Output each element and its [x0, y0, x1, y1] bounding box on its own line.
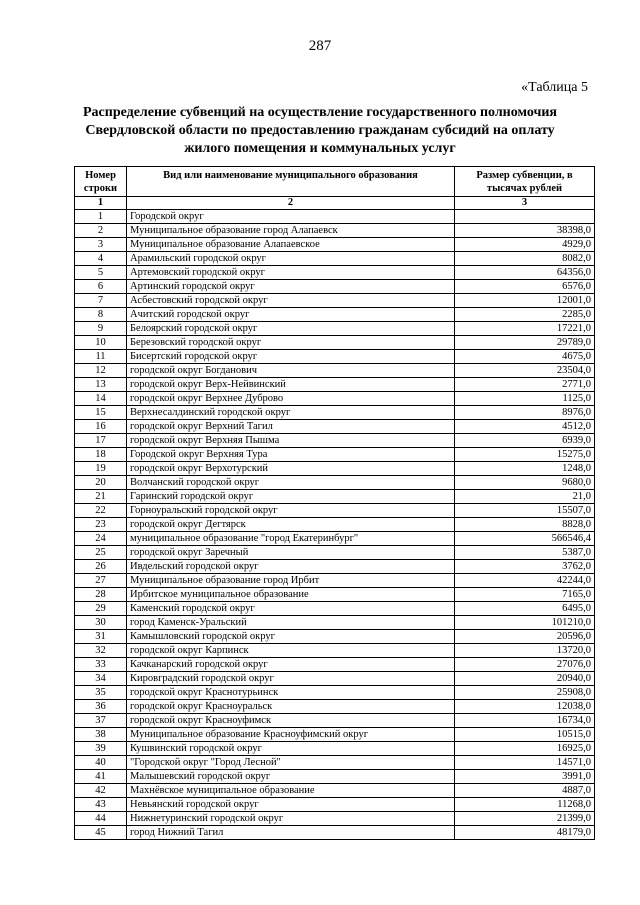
row-number: 40 — [75, 756, 127, 770]
row-number: 1 — [75, 210, 127, 224]
municipality-name: Качканарский городской округ — [127, 658, 455, 672]
subvention-amount: 4929,0 — [455, 238, 595, 252]
row-number: 21 — [75, 490, 127, 504]
subvention-amount: 1125,0 — [455, 392, 595, 406]
subvention-amount: 27076,0 — [455, 658, 595, 672]
municipality-name: город Каменск-Уральский — [127, 616, 455, 630]
table-row — [75, 742, 595, 756]
municipality-name: городской округ Красноуральск — [127, 700, 455, 714]
subvention-amount: 48179,0 — [455, 826, 595, 840]
municipality-name: городской округ Заречный — [127, 546, 455, 560]
subvention-amount: 6939,0 — [455, 434, 595, 448]
table-row — [75, 350, 595, 364]
row-number: 30 — [75, 616, 127, 630]
table-row — [75, 756, 595, 770]
row-number: 7 — [75, 294, 127, 308]
subvention-amount: 1248,0 — [455, 462, 595, 476]
row-number: 6 — [75, 280, 127, 294]
table-row — [75, 238, 595, 252]
table-row — [75, 504, 595, 518]
row-number: 18 — [75, 448, 127, 462]
municipality-name: Невьянский городской округ — [127, 798, 455, 812]
row-number: 22 — [75, 504, 127, 518]
subvention-amount: 8828,0 — [455, 518, 595, 532]
table-row — [75, 714, 595, 728]
municipality-name: Белоярский городской округ — [127, 322, 455, 336]
municipality-name: Бисертский городской округ — [127, 350, 455, 364]
table-row — [75, 322, 595, 336]
table-row — [75, 490, 595, 504]
municipality-name: городской округ Краснотурьинск — [127, 686, 455, 700]
municipality-name: Нижнетуринский городской округ — [127, 812, 455, 826]
subvention-amount: 12038,0 — [455, 700, 595, 714]
municipality-name: городской округ Карпинск — [127, 644, 455, 658]
row-number: 15 — [75, 406, 127, 420]
municipality-name: Ирбитское муниципальное образование — [127, 588, 455, 602]
municipality-name: "Городской округ "Город Лесной" — [127, 756, 455, 770]
subvention-amount: 7165,0 — [455, 588, 595, 602]
header-row-number: Номер строки — [75, 167, 127, 197]
table-row — [75, 574, 595, 588]
subvention-amount: 5387,0 — [455, 546, 595, 560]
row-number: 39 — [75, 742, 127, 756]
row-number: 12 — [75, 364, 127, 378]
table-row — [75, 686, 595, 700]
row-number: 8 — [75, 308, 127, 322]
row-number: 10 — [75, 336, 127, 350]
row-number: 5 — [75, 266, 127, 280]
table-row — [75, 266, 595, 280]
municipality-name: Каменский городской округ — [127, 602, 455, 616]
municipality-name: Гаринский городской округ — [127, 490, 455, 504]
table-row — [75, 672, 595, 686]
row-number: 34 — [75, 672, 127, 686]
row-number: 43 — [75, 798, 127, 812]
subvention-amount: 20596,0 — [455, 630, 595, 644]
table-row — [75, 602, 595, 616]
row-number: 17 — [75, 434, 127, 448]
table-row — [75, 434, 595, 448]
municipality-name: городской округ Красноуфимск — [127, 714, 455, 728]
subvention-amount: 4887,0 — [455, 784, 595, 798]
row-number: 45 — [75, 826, 127, 840]
table-row — [75, 560, 595, 574]
table-row — [75, 644, 595, 658]
column-index: 3 — [455, 197, 595, 210]
table-row — [75, 476, 595, 490]
row-number: 11 — [75, 350, 127, 364]
table-row — [75, 420, 595, 434]
subvention-amount: 4675,0 — [455, 350, 595, 364]
table-row — [75, 630, 595, 644]
municipality-name: городской округ Верхнее Дуброво — [127, 392, 455, 406]
subvention-amount: 2285,0 — [455, 308, 595, 322]
subvention-amount: 3762,0 — [455, 560, 595, 574]
table-row — [75, 280, 595, 294]
municipality-name: город Нижний Тагил — [127, 826, 455, 840]
municipality-name: Городской округ — [127, 210, 455, 224]
header-municipality: Вид или наименование муниципального образования — [127, 167, 455, 197]
subvention-amount: 10515,0 — [455, 728, 595, 742]
subvention-amount: 3991,0 — [455, 770, 595, 784]
subvention-amount: 38398,0 — [455, 224, 595, 238]
municipality-name: Муниципальное образование Красноуфимский округ — [127, 728, 455, 742]
table-row — [75, 462, 595, 476]
table-row — [75, 728, 595, 742]
table-row — [75, 588, 595, 602]
municipality-name: Горноуральский городской округ — [127, 504, 455, 518]
municipality-name: городской округ Верхний Тагил — [127, 420, 455, 434]
row-number: 42 — [75, 784, 127, 798]
row-number: 23 — [75, 518, 127, 532]
subvention-amount: 15507,0 — [455, 504, 595, 518]
row-number: 29 — [75, 602, 127, 616]
municipality-name: Верхнесалдинский городской округ — [127, 406, 455, 420]
subvention-amount: 8082,0 — [455, 252, 595, 266]
subvention-amount: 13720,0 — [455, 644, 595, 658]
municipality-name: городской округ Дегтярск — [127, 518, 455, 532]
row-number: 28 — [75, 588, 127, 602]
municipality-name: городской округ Верх-Нейвинский — [127, 378, 455, 392]
row-number: 31 — [75, 630, 127, 644]
municipality-name: Асбестовский городской округ — [127, 294, 455, 308]
table-row — [75, 406, 595, 420]
row-number: 9 — [75, 322, 127, 336]
table-row — [75, 294, 595, 308]
row-number: 27 — [75, 574, 127, 588]
row-number: 2 — [75, 224, 127, 238]
municipality-name: Волчанский городской округ — [127, 476, 455, 490]
row-number: 41 — [75, 770, 127, 784]
municipality-name: Артинский городской округ — [127, 280, 455, 294]
row-number: 14 — [75, 392, 127, 406]
subvention-amount: 6495,0 — [455, 602, 595, 616]
municipality-name: Махнёвское муниципальное образование — [127, 784, 455, 798]
municipality-name: Ачитский городской округ — [127, 308, 455, 322]
table-row — [75, 448, 595, 462]
table-row — [75, 826, 595, 840]
municipality-name: Городской округ Верхняя Тура — [127, 448, 455, 462]
row-number: 20 — [75, 476, 127, 490]
table-row — [75, 252, 595, 266]
table-row — [75, 210, 595, 224]
table-row — [75, 392, 595, 406]
municipality-name: городской округ Верхняя Пышма — [127, 434, 455, 448]
column-index: 2 — [127, 197, 455, 210]
table-row — [75, 616, 595, 630]
row-number: 3 — [75, 238, 127, 252]
row-number: 19 — [75, 462, 127, 476]
table-row — [75, 658, 595, 672]
row-number: 44 — [75, 812, 127, 826]
table-row — [75, 378, 595, 392]
municipality-name: Ивдельский городской округ — [127, 560, 455, 574]
subvention-amount: 12001,0 — [455, 294, 595, 308]
column-index-row — [75, 197, 595, 210]
subvention-amount: 101210,0 — [455, 616, 595, 630]
subvention-amount: 11268,0 — [455, 798, 595, 812]
subvention-amount: 17221,0 — [455, 322, 595, 336]
row-number: 26 — [75, 560, 127, 574]
subvention-amount: 42244,0 — [455, 574, 595, 588]
municipality-name: Арамильский городской округ — [127, 252, 455, 266]
table-row — [75, 812, 595, 826]
subvention-amount: 20940,0 — [455, 672, 595, 686]
table-row — [75, 784, 595, 798]
header-subvention-amount: Размер субвенции, в тысячах рублей — [455, 167, 595, 197]
municipality-name: Артемовский городской округ — [127, 266, 455, 280]
header-row — [75, 167, 595, 197]
subvention-amount: 14571,0 — [455, 756, 595, 770]
row-number: 37 — [75, 714, 127, 728]
subvention-amount: 16734,0 — [455, 714, 595, 728]
table-row — [75, 224, 595, 238]
subvention-amount: 9680,0 — [455, 476, 595, 490]
municipality-name: Кушвинский городской округ — [127, 742, 455, 756]
table-row — [75, 770, 595, 784]
table-row — [75, 308, 595, 322]
subvention-amount: 4512,0 — [455, 420, 595, 434]
subvention-amount: 25908,0 — [455, 686, 595, 700]
row-number: 4 — [75, 252, 127, 266]
subvention-amount: 29789,0 — [455, 336, 595, 350]
subvention-table — [74, 166, 595, 840]
subvention-amount: 21399,0 — [455, 812, 595, 826]
municipality-name: Малышевский городской округ — [127, 770, 455, 784]
table-row — [75, 532, 595, 546]
municipality-name: Муниципальное образование город Алапаевск — [127, 224, 455, 238]
municipality-name: городской округ Богданович — [127, 364, 455, 378]
subvention-amount — [455, 210, 595, 224]
subvention-amount: 23504,0 — [455, 364, 595, 378]
row-number: 24 — [75, 532, 127, 546]
table-reference: «Таблица 5 — [521, 80, 588, 95]
row-number: 13 — [75, 378, 127, 392]
subvention-amount: 64356,0 — [455, 266, 595, 280]
subvention-amount: 16925,0 — [455, 742, 595, 756]
row-number: 25 — [75, 546, 127, 560]
subvention-amount: 15275,0 — [455, 448, 595, 462]
subvention-amount: 21,0 — [455, 490, 595, 504]
row-number: 16 — [75, 420, 127, 434]
table-row — [75, 546, 595, 560]
row-number: 35 — [75, 686, 127, 700]
table-row — [75, 798, 595, 812]
municipality-name: Камышловский городской округ — [127, 630, 455, 644]
row-number: 33 — [75, 658, 127, 672]
row-number: 36 — [75, 700, 127, 714]
table-row — [75, 364, 595, 378]
table-title: Распределение субвенций на осуществление государственного полномочия Свердловской области по предоставлению гражданам субсидий на оплату жилого помещения и коммунальных услуг — [82, 105, 558, 156]
municipality-name: Муниципальное образование город Ирбит — [127, 574, 455, 588]
table-row — [75, 700, 595, 714]
column-index: 1 — [75, 197, 127, 210]
subvention-amount: 2771,0 — [455, 378, 595, 392]
subvention-amount: 8976,0 — [455, 406, 595, 420]
municipality-name: городской округ Верхотурский — [127, 462, 455, 476]
municipality-name: муниципальное образование "город Екатеринбург" — [127, 532, 455, 546]
table-row — [75, 518, 595, 532]
page-number: 287 — [308, 38, 332, 54]
municipality-name: Березовский городской округ — [127, 336, 455, 350]
subvention-amount: 6576,0 — [455, 280, 595, 294]
subvention-amount: 566546,4 — [455, 532, 595, 546]
row-number: 38 — [75, 728, 127, 742]
municipality-name: Муниципальное образование Алапаевское — [127, 238, 455, 252]
table-row — [75, 336, 595, 350]
row-number: 32 — [75, 644, 127, 658]
municipality-name: Кировградский городской округ — [127, 672, 455, 686]
